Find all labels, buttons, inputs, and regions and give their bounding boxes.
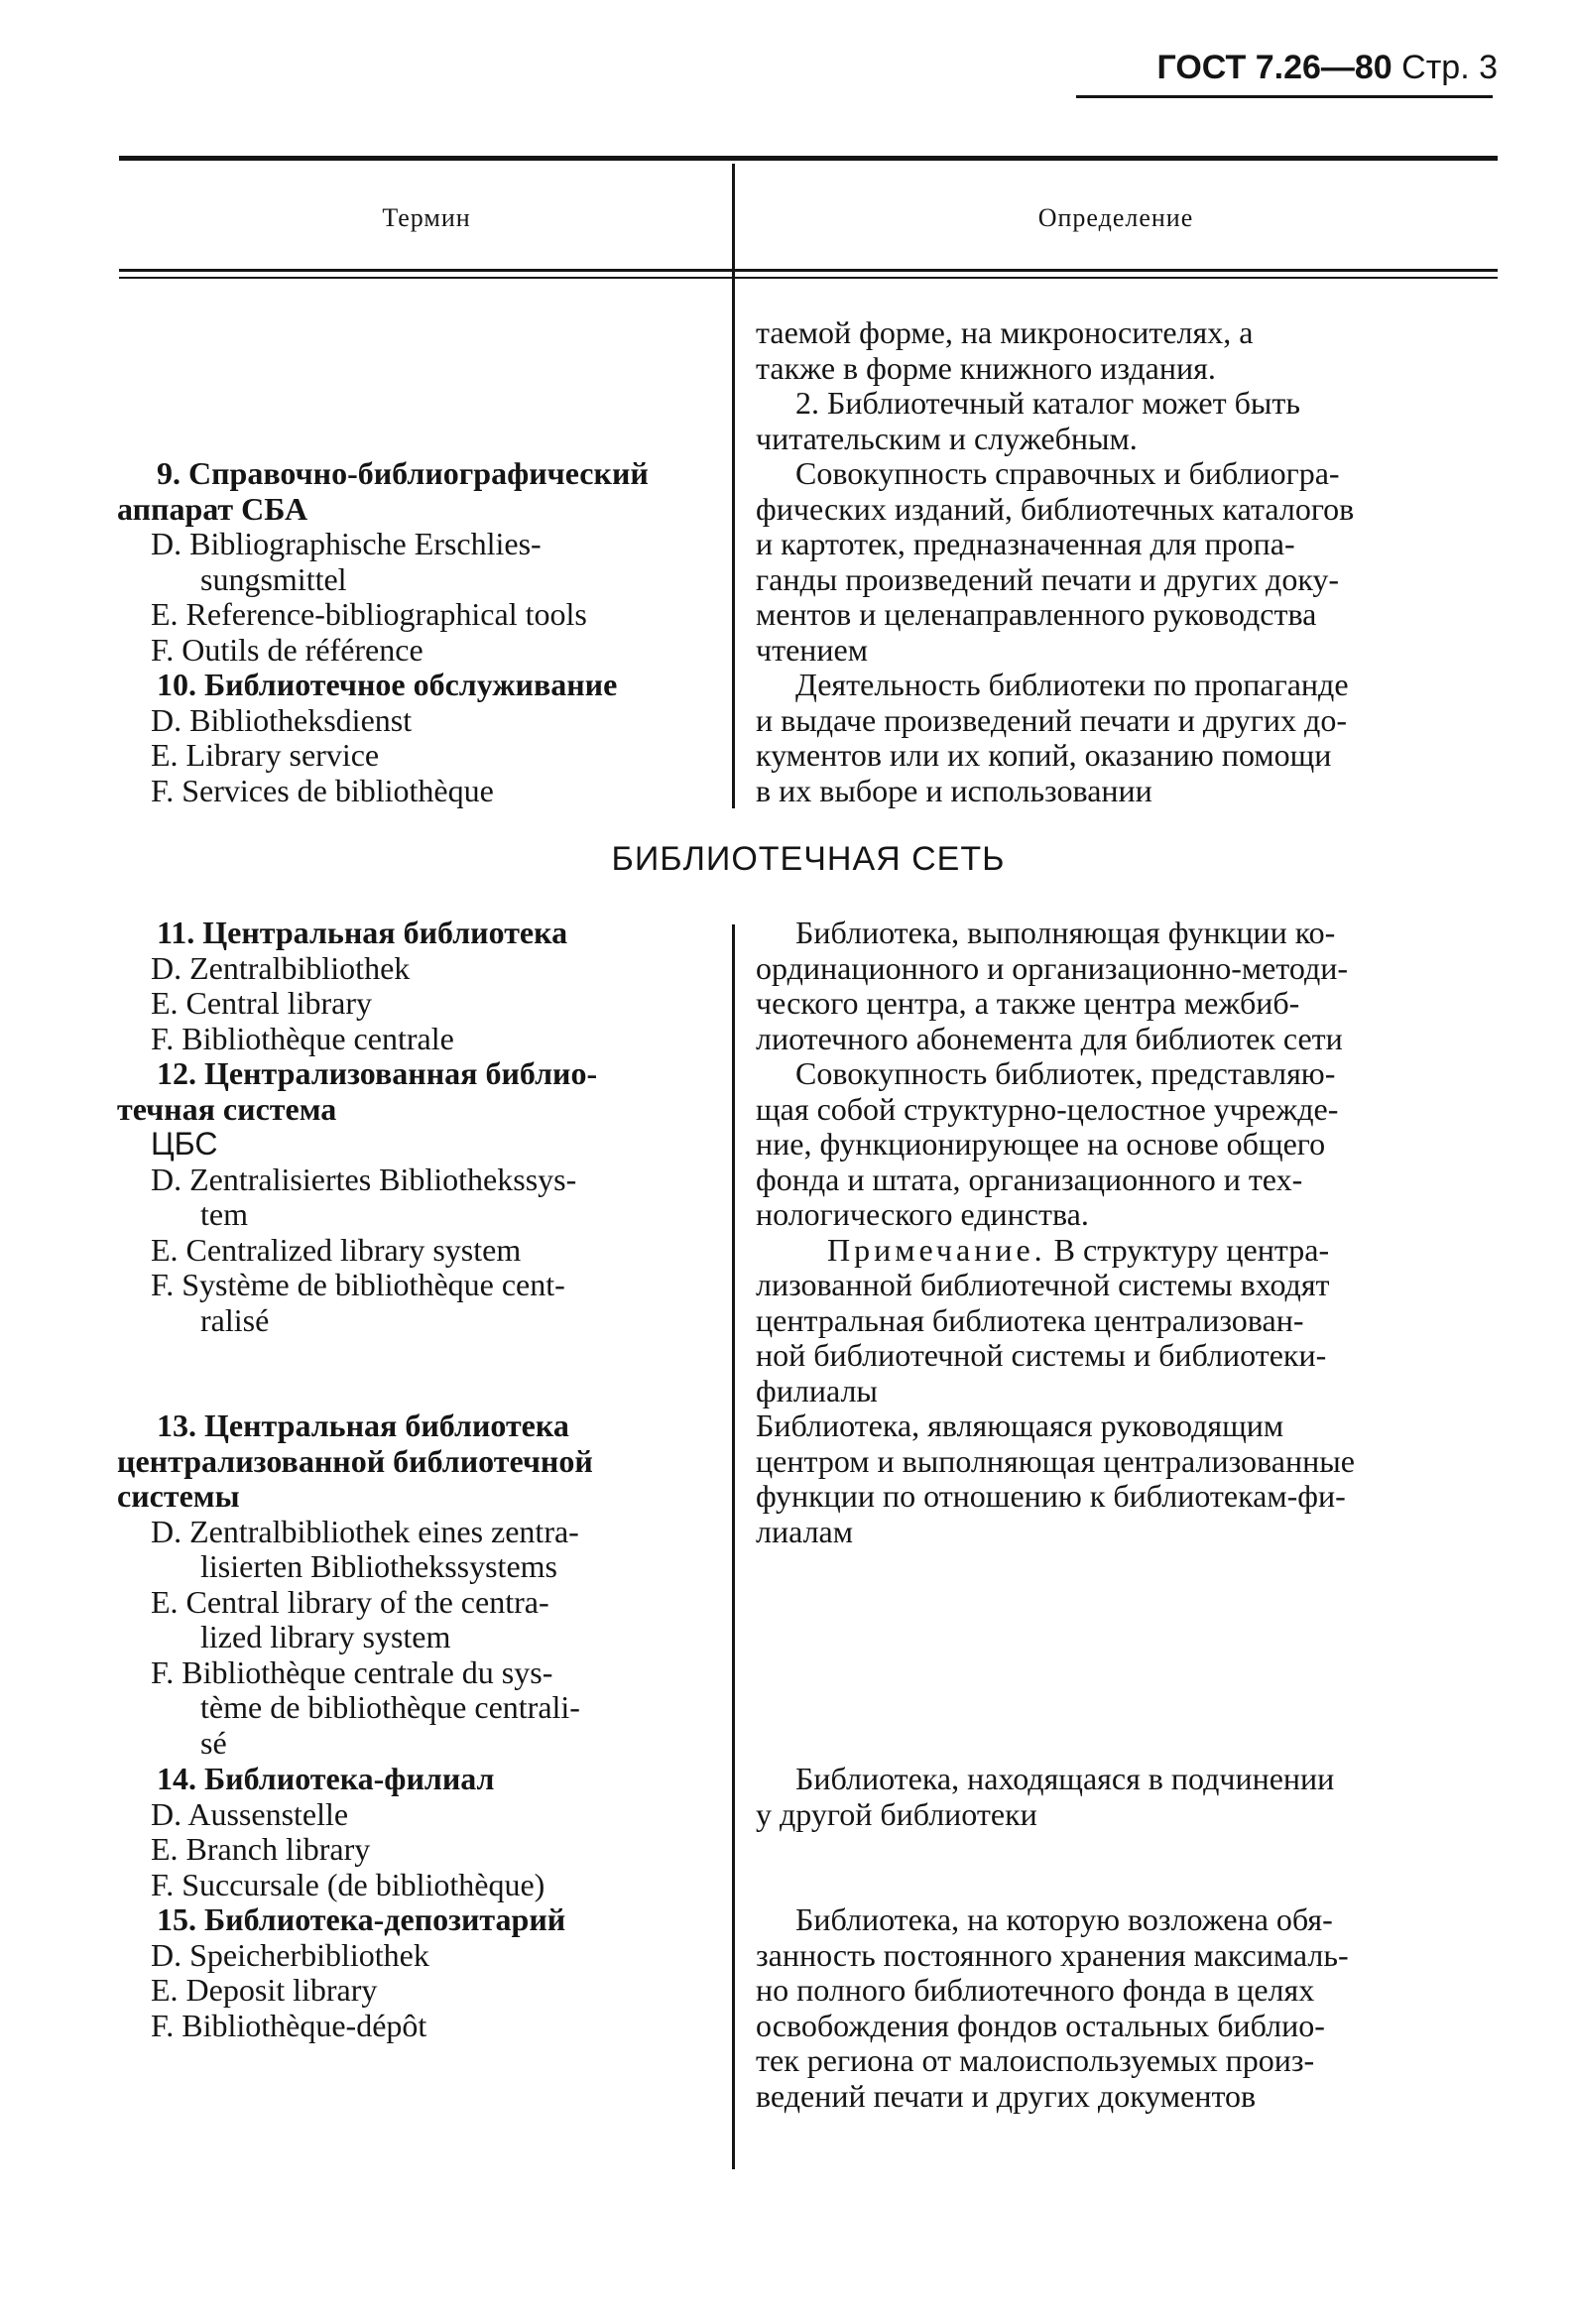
term-entry-14 bbox=[117, 1762, 704, 1902]
term-entry-15 bbox=[117, 1902, 704, 2043]
definition-line: ординационного и организационно-методи- bbox=[756, 949, 1348, 986]
note-line: ной библиотечной системы и библиотеки- bbox=[756, 1337, 1327, 1373]
term-fr: ralisé bbox=[200, 1301, 270, 1338]
term-en: lized library system bbox=[200, 1619, 451, 1654]
definition-12 bbox=[756, 1056, 1498, 1408]
term-fr: F. Outils de référence bbox=[151, 631, 424, 668]
page-number: Стр. 3 bbox=[1401, 49, 1498, 86]
term-en: E. Branch library bbox=[151, 1831, 371, 1867]
term-fr: F. Bibliothèque centrale du sys- bbox=[151, 1653, 553, 1690]
term-de: D. Bibliographische Erschlies- bbox=[151, 526, 542, 561]
term-entry-11 bbox=[117, 916, 704, 1056]
term-fr: tème de bibliothèque centrali- bbox=[200, 1689, 580, 1725]
definition-line: Совокупность справочных и библиогра- bbox=[795, 455, 1340, 491]
definition-13 bbox=[756, 1408, 1498, 1549]
note-line: лизованной библиотечной системы входят bbox=[756, 1267, 1330, 1302]
definition-15 bbox=[756, 1902, 1498, 2114]
definition-line: Библиотека, находящаяся в подчинении bbox=[795, 1761, 1335, 1796]
definition-9 bbox=[756, 456, 1498, 668]
term-title: 14. Библиотека-филиал bbox=[157, 1761, 495, 1796]
term-fr: F. Services de bibliothèque bbox=[151, 772, 494, 808]
definition-line: ганды произведений печати и других доку- bbox=[756, 560, 1340, 597]
definition-line: ментов и целенаправленного руководства bbox=[756, 596, 1317, 632]
definition-line: функции по отношению к библиотекам-фи- bbox=[756, 1478, 1346, 1514]
term-title: 13. Центральная библиотека bbox=[157, 1407, 569, 1443]
text-line: также в форме книжного издания. bbox=[756, 349, 1216, 386]
definition-line: щая собой структурно-целостное учрежде- bbox=[756, 1090, 1339, 1127]
column-divider bbox=[732, 164, 735, 808]
term-de: D. Bibliotheksdienst bbox=[151, 701, 413, 738]
definition-line: Совокупность библиотек, представляю- bbox=[795, 1055, 1336, 1091]
definition-line: лиалам bbox=[756, 1513, 853, 1549]
table-header-rule bbox=[119, 269, 1498, 272]
term-title: течная система bbox=[117, 1090, 337, 1127]
definition-line: освобождения фондов остальных библио- bbox=[756, 2007, 1325, 2043]
table-top-rule bbox=[119, 156, 1498, 161]
definition-line: и выдаче произведений печати и других до- bbox=[756, 701, 1347, 738]
definition-line: занность постоянного хранения максималь- bbox=[756, 1936, 1349, 1973]
text-line: 2. Библиотечный каталог может быть bbox=[795, 385, 1300, 421]
term-entry-10 bbox=[117, 668, 704, 808]
term-entry-9 bbox=[117, 456, 704, 668]
definition-line: чтением bbox=[756, 631, 868, 668]
definition-line: фонда и штата, организационного и тех- bbox=[756, 1161, 1303, 1197]
term-fr: F. Succursale (de bibliothèque) bbox=[151, 1866, 545, 1902]
term-title: 10. Библиотечное обслуживание bbox=[157, 667, 618, 702]
definition-line: фических изданий, библиотечных каталогов bbox=[756, 490, 1355, 527]
term-en: E. Library service bbox=[151, 737, 380, 773]
definition-11 bbox=[756, 916, 1498, 1056]
definition-line: у другой библиотеки bbox=[756, 1795, 1037, 1832]
note-line: центральная библиотека централизован- bbox=[756, 1301, 1304, 1338]
section-heading: БИБЛИОТЕЧНАЯ СЕТЬ bbox=[611, 840, 1006, 878]
term-en: E. Deposit library bbox=[151, 1972, 378, 2008]
term-fr: F. Bibliothèque-dépôt bbox=[151, 2007, 427, 2043]
definition-line: Деятельность библиотеки по пропаганде bbox=[795, 667, 1349, 702]
term-title: 15. Библиотека-депозитарий bbox=[157, 1901, 566, 1937]
term-de: sungsmittel bbox=[200, 560, 347, 597]
header-rule bbox=[1076, 95, 1493, 98]
definition-line: центром и выполняющая централизованные bbox=[756, 1442, 1355, 1479]
continuation-text bbox=[756, 315, 1498, 456]
term-de: lisierten Bibliothekssystems bbox=[200, 1548, 557, 1584]
definition-14 bbox=[756, 1762, 1498, 1832]
table-header-rule-double bbox=[119, 277, 1498, 279]
term-fr: sé bbox=[200, 1724, 227, 1761]
note-label: Примечание. bbox=[827, 1231, 1046, 1268]
term-de: D. Aussenstelle bbox=[151, 1795, 349, 1832]
definition-line: ние, функционирующее на основе общего bbox=[756, 1126, 1326, 1162]
term-en: E. Centralized library system bbox=[151, 1231, 522, 1268]
column-header-definition: Определение bbox=[1037, 203, 1194, 232]
term-de: tem bbox=[200, 1196, 248, 1232]
definition-line: Библиотека, выполняющая функции ко- bbox=[795, 915, 1336, 950]
note-text: В структуру центра- bbox=[1053, 1231, 1330, 1268]
page-header bbox=[992, 48, 1498, 87]
term-title: 11. Центральная библиотека bbox=[157, 915, 568, 950]
text-line: таемой форме, на микроносителях, а bbox=[756, 314, 1254, 350]
term-en: E. Central library of the centra- bbox=[151, 1583, 549, 1620]
definition-line: Библиотека, являющаяся руководящим bbox=[756, 1407, 1284, 1443]
term-de: D. Zentralbibliothek eines zentra- bbox=[151, 1513, 579, 1549]
term-title: централизованной библиотечной bbox=[117, 1442, 593, 1479]
definition-line: лиотечного абонемента для библиотек сети bbox=[756, 1020, 1343, 1056]
term-en: E. Central library bbox=[151, 985, 373, 1021]
term-de: D. Speicherbibliothek bbox=[151, 1936, 429, 1973]
term-de: D. Zentralbibliothek bbox=[151, 949, 411, 986]
definition-line: но полного библиотечного фонда в целях bbox=[756, 1972, 1315, 2008]
term-title: 12. Централизованная библио- bbox=[157, 1055, 598, 1091]
text-line: читательским и служебным. bbox=[756, 420, 1138, 456]
term-en: E. Reference-bibliographical tools bbox=[151, 596, 587, 632]
standard-number: ГОСТ 7.26—80 bbox=[1156, 49, 1392, 86]
term-entry-13 bbox=[117, 1408, 704, 1761]
definition-line: нологического единства. bbox=[756, 1196, 1089, 1232]
term-fr: F. Bibliothèque centrale bbox=[151, 1020, 454, 1056]
note-line: филиалы bbox=[756, 1372, 878, 1408]
term-title: аппарат СБА bbox=[117, 490, 308, 527]
term-fr: F. Système de bibliothèque cent- bbox=[151, 1267, 565, 1302]
column-divider bbox=[732, 924, 735, 2169]
term-title: 9. Справочно-библиографический bbox=[157, 455, 649, 491]
term-de: D. Zentralisiertes Bibliothekssys- bbox=[151, 1161, 577, 1197]
definition-line: ведений печати и других документов bbox=[756, 2077, 1257, 2114]
note-line bbox=[756, 1233, 1498, 1269]
term-abbreviation: ЦБС bbox=[151, 1126, 218, 1162]
definition-line: в их выборе и использовании bbox=[756, 772, 1152, 808]
term-title: системы bbox=[117, 1478, 240, 1514]
column-header-term: Термин bbox=[382, 203, 471, 232]
definition-line: кументов или их копий, оказанию помощи bbox=[756, 737, 1332, 773]
definition-line: и картотек, предназначенная для пропа- bbox=[756, 526, 1295, 561]
definition-line: тек региона от малоиспользуемых произ- bbox=[756, 2042, 1315, 2078]
term-entry-12 bbox=[117, 1056, 704, 1338]
definition-10 bbox=[756, 668, 1498, 808]
definition-line: Библиотека, на которую возложена обя- bbox=[795, 1901, 1333, 1937]
definition-line: ческого центра, а также центра межбиб- bbox=[756, 985, 1300, 1021]
